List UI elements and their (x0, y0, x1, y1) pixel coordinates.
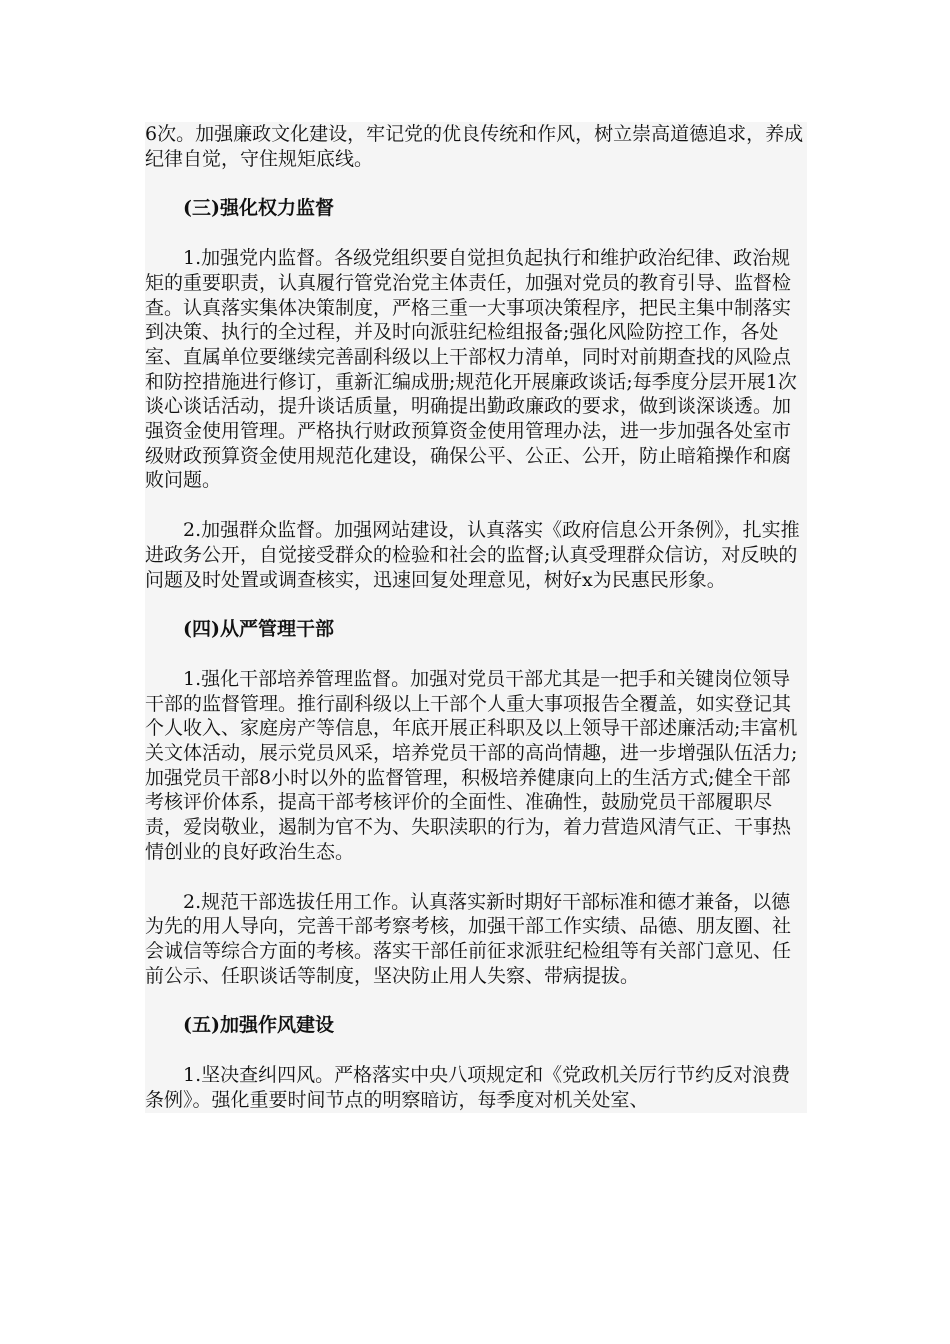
paragraph-gap (145, 1038, 807, 1063)
paragraph-gap (145, 493, 807, 518)
paragraph: 1.强化干部培养管理监督。加强对党员干部尤其是一把手和关键岗位领导干部的监督管理。推行副科级以上干部个人重大事项报告全覆盖，如实登记其个人收入、家庭房产等信息，年底开展正科职及以上领导干部述廉活动;丰富机关文体活动，展示党员风采，培养党员干部的高尚情趣，进一步增强队伍活力;加强党员干部8小时以外的监督管理，积极培养健康向上的生活方式;健全干部考核评价体系，提高干部考核评价的全面性、准确性，鼓励党员干部履职尽责，爱岗敬业，遏制为官不为、失职渎职的行为，着力营造风清气正、干事热情创业的良好政治生态。 (145, 667, 798, 863)
paragraph: 1.坚决查纠四风。严格落实中央八项规定和《党政机关厉行节约反对浪费条例》。强化重要时间节点的明察暗访，每季度对机关处室、 (145, 1064, 791, 1111)
paragraph-gap (145, 221, 807, 246)
paragraph-gap (145, 171, 807, 196)
paragraph-gap (145, 865, 807, 890)
paragraph: 6次。加强廉政文化建设，牢记党的优良传统和作风，树立崇高道德追求，养成纪律自觉，守住规矩底线。 (145, 123, 804, 170)
paragraph-gap (145, 592, 807, 617)
paragraph-gap (145, 988, 807, 1013)
paragraph: 2.加强群众监督。加强网站建设，认真落实《政府信息公开条例》，扎实推进政务公开，自觉接受群众的检验和社会的监督;认真受理群众信访，对反映的问题及时处置或调查核实，迅速回复处理意见，树好x为民惠民形象。 (145, 519, 800, 591)
section-heading: (五)加强作风建设 (183, 1014, 334, 1037)
section-heading: (三)强化权力监督 (183, 197, 334, 220)
paragraph: 1.加强党内监督。各级党组织要自觉担负起执行和维护政治纪律、政治规矩的重要职责，认真履行管党治党主体责任，加强对党员的教育引导、监督检查。认真落实集体决策制度，严格三重一大事项决策程序，把民主集中制落实到决策、执行的全过程，并及时向派驻纪检组报备;强化风险防控工作，各处室、直属单位要继续完善副科级以上干部权力清单，同时对前期查找的风险点和防控措施进行修订，重新汇编成册;规范化开展廉政谈话;每季度分层开展1次谈心谈话活动，提升谈话质量，明确提出勤政廉政的要求，做到谈深谈透。加强资金使用管理。严格执行财政预算资金使用管理办法，进一步加强各处室市级财政预算资金使用规范化建设，确保公平、公正、公开，防止暗箱操作和腐败问题。 (145, 247, 797, 492)
paragraph: 2.规范干部选拔任用工作。认真落实新时期好干部标准和德才兼备，以德为先的用人导向，完善干部考察考核，加强干部工作实绩、品德、朋友圈、社会诚信等综合方面的考核。落实干部任前征求派驻纪检组等有关部门意见、任前公示、任职谈话等制度，坚决防止用人失察、带病提拔。 (145, 890, 792, 987)
document-body (145, 122, 807, 1113)
paragraph-gap (145, 642, 807, 667)
section-heading: (四)从严管理干部 (183, 618, 334, 641)
